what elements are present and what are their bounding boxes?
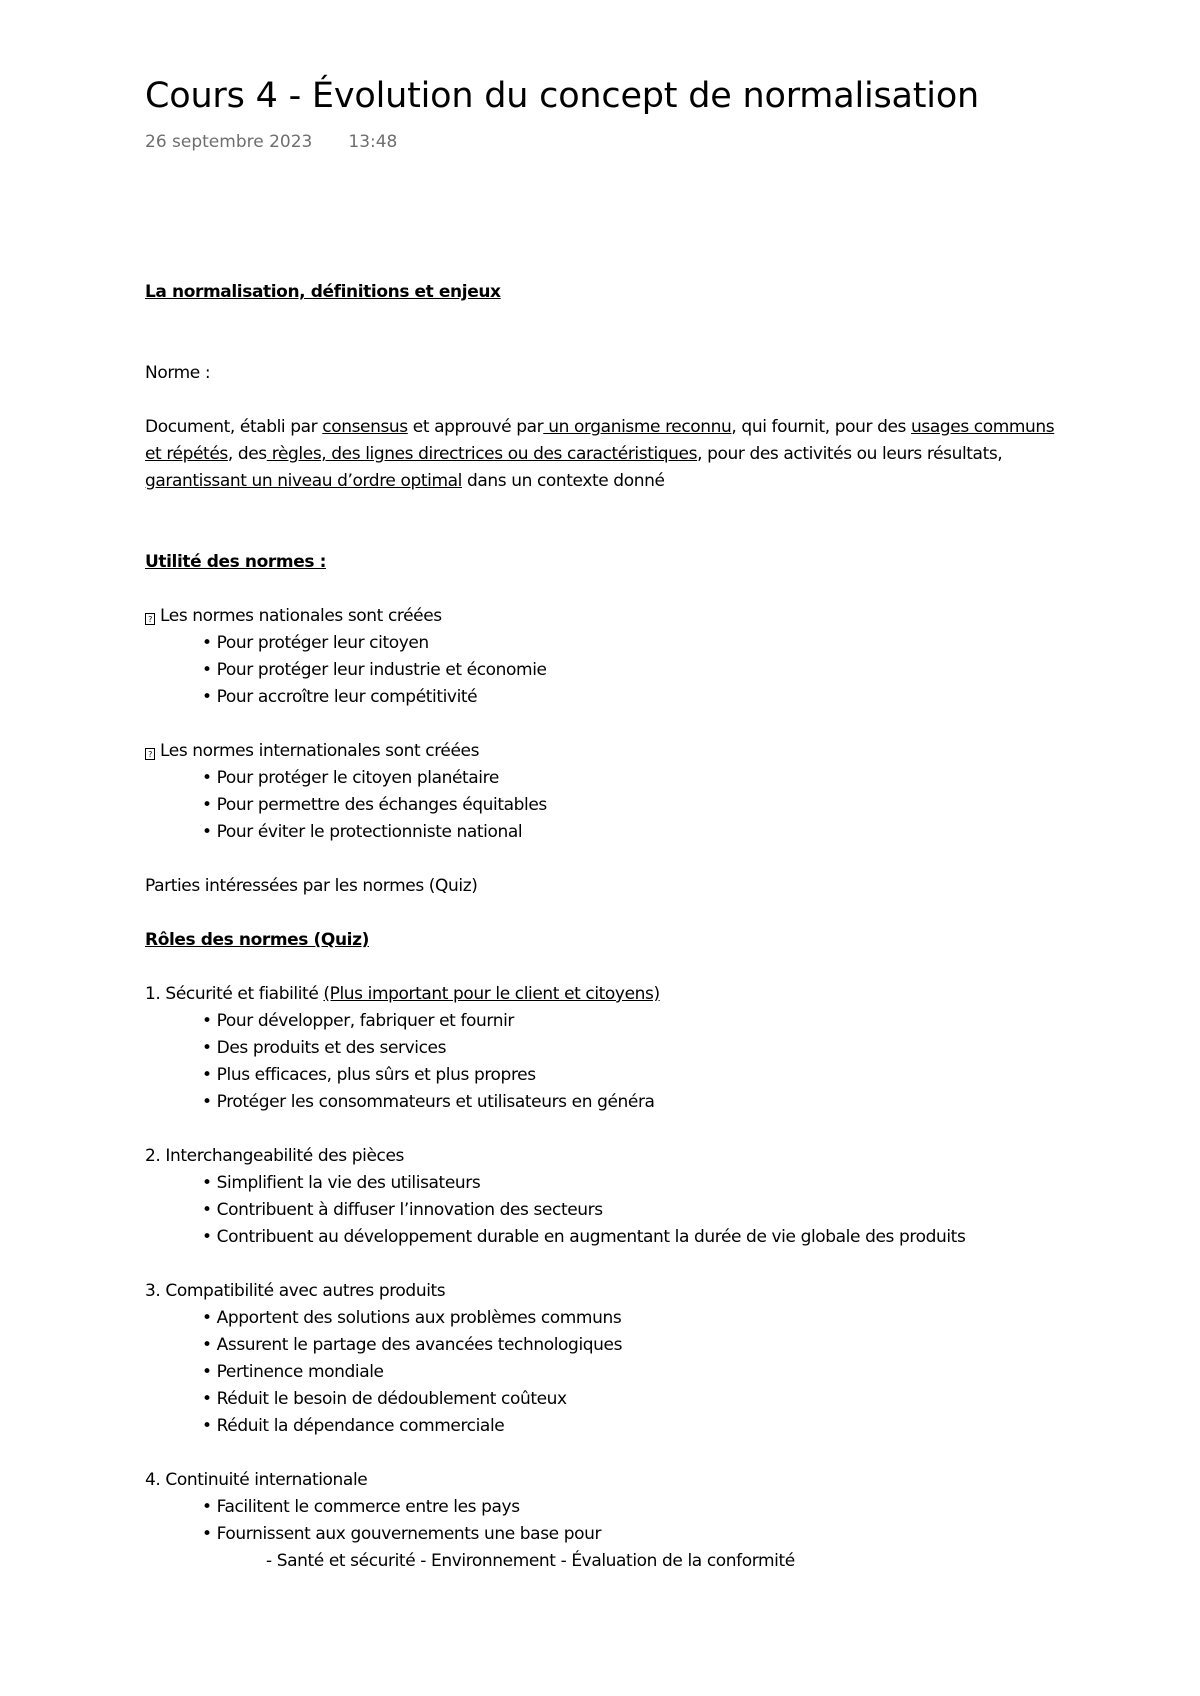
note-metadata [145, 130, 397, 154]
list-item: • Contribuent à diffuser l’innovation des secteurs [145, 1197, 1075, 1224]
section-heading-roles: Rôles des normes (Quiz) [145, 930, 369, 950]
definition-text: et approuvé par [407, 417, 544, 437]
list-item: • Pour éviter le protectionniste national [145, 819, 1075, 846]
list-item: • Facilitent le commerce entre les pays [145, 1494, 1075, 1521]
list-item: • Pour accroître leur compétitivité [145, 684, 1075, 711]
list-item: • Pour permettre des échanges équitables [145, 792, 1075, 819]
list-item: • Assurent le partage des avancées technologiques [145, 1332, 1075, 1359]
page-title: Cours 4 - Évolution du concept de normalisation [145, 76, 980, 116]
list-item: • Contribuent au développement durable en augmentant la durée de vie globale des produits [145, 1224, 1075, 1251]
definition-underline: usages communs et répétés [145, 417, 1055, 464]
role-3-label: 3. Compatibilité avec autres produits [145, 1281, 446, 1301]
definition-text: , des [227, 444, 267, 464]
role-1-note: (Plus important pour le client et citoyens) [323, 984, 660, 1004]
list-item: • Pertinence mondiale [145, 1359, 1075, 1386]
internationales-label [145, 738, 1075, 765]
list-item: • Réduit le besoin de dédoublement coûteux [145, 1386, 1075, 1413]
list-item: • Pour protéger leur citoyen [145, 630, 1075, 657]
definition-underline: un organisme reconnu [543, 417, 732, 437]
definition-underline: règles, des lignes directrices ou des caractéristiques [266, 444, 698, 464]
list-item: • Pour protéger leur industrie et économie [145, 657, 1075, 684]
role-1-text: 1. Sécurité et fiabilité [145, 984, 324, 1004]
norme-definition [145, 414, 1075, 495]
section-heading-normalisation: La normalisation, définitions et enjeux [145, 282, 501, 302]
parties-interessees: Parties intéressées par les normes (Quiz) [145, 876, 478, 896]
section-heading-utilite: Utilité des normes : [145, 552, 326, 572]
unknown-glyph-icon: ? [145, 748, 155, 760]
role-4-label: 4. Continuité internationale [145, 1470, 368, 1490]
role-1-label [145, 981, 1075, 1008]
list-item: • Simplifient la vie des utilisateurs [145, 1170, 1075, 1197]
definition-text: dans un contexte donné [461, 471, 665, 491]
list-item: • Pour développer, fabriquer et fournir [145, 1008, 1075, 1035]
list-item: • Réduit la dépendance commerciale [145, 1413, 1075, 1440]
note-date: 26 septembre 2023 [145, 132, 313, 152]
internationales-label-text: Les normes internationales sont créées [160, 741, 480, 761]
list-item: • Apportent des solutions aux problèmes communs [145, 1305, 1075, 1332]
norme-label: Norme : [145, 363, 211, 383]
nationales-label-text: Les normes nationales sont créées [160, 606, 442, 626]
definition-text: Document, établi par [145, 417, 323, 437]
unknown-glyph-icon: ? [145, 613, 155, 625]
list-item: • Pour protéger le citoyen planétaire [145, 765, 1075, 792]
list-item: • Des produits et des services [145, 1035, 1075, 1062]
definition-underline: garantissant un niveau d’ordre optimal [145, 471, 462, 491]
definition-underline: consensus [322, 417, 408, 437]
definition-text: , pour des activités ou leurs résultats, [697, 444, 1003, 464]
definition-text: , qui fournit, pour des [731, 417, 912, 437]
sub-list-line: - Santé et sécurité - Environnement - Évaluation de la conformité [266, 1551, 795, 1571]
note-time: 13:48 [348, 132, 398, 152]
role-2-label: 2. Interchangeabilité des pièces [145, 1146, 404, 1166]
list-item: • Plus efficaces, plus sûrs et plus propres [145, 1062, 1075, 1089]
nationales-label [145, 603, 1075, 630]
list-item: • Fournissent aux gouvernements une base pour [145, 1521, 1075, 1548]
note-body [145, 279, 1075, 1575]
list-item: • Protéger les consommateurs et utilisateurs en généra [145, 1089, 1075, 1116]
